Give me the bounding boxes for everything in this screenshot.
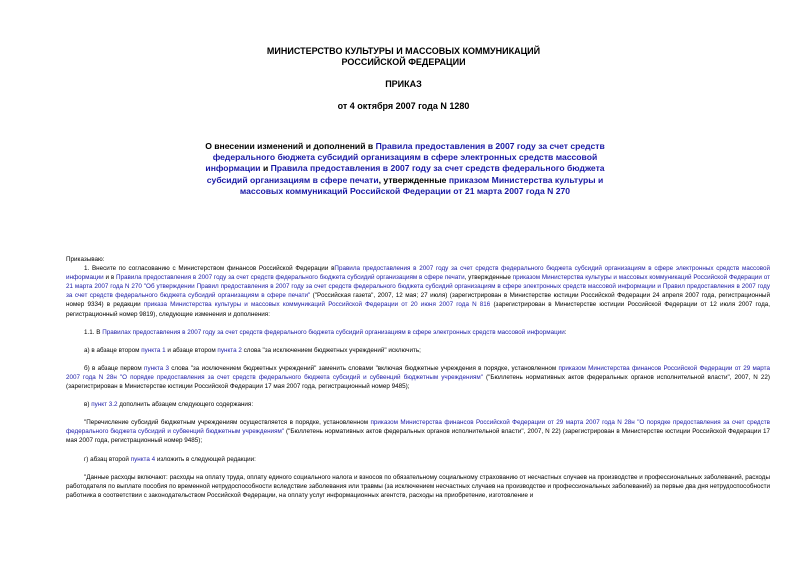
ministry-line-2: РОССИЙСКОЙ ФЕДЕРАЦИИ [341, 57, 466, 67]
item-b-text-3: ("Бюллетень нормативных актов федеральных органов исполнительной власти", 2007, N 22) (зарегистрирован в Министерстве юстиции Российской Федерации 17 мая 2007 года, регистрационный номер 9485); [66, 373, 770, 391]
quote1-link-minfin-order[interactable]: приказом Министерства финансов Российской Федерации от 29 марта 2007 года N 28н "О порядке предоставления за счет средств федерального бюджета субсидий и субвенций бюджетным учреждениям" [66, 419, 770, 436]
item11-text-1: 1.1. В [84, 328, 103, 336]
item11-text-2: : [564, 328, 567, 336]
item-a-link-point-2[interactable]: пункта 2 [217, 346, 242, 354]
item-g-text-1: г) абзац второй [84, 455, 131, 463]
intro-paragraph: Приказываю: [66, 256, 105, 263]
document-type: ПРИКАЗ [385, 79, 422, 89]
document-title [205, 141, 605, 197]
item1-link-order-816[interactable]: приказа Министерства культуры и массовых коммуникаций Российской Федерации от 20 июня 2007 года N 816 [143, 301, 491, 309]
item-v-text-2: дополнить абзацем следующего содержания: [117, 401, 254, 409]
item-b-link-minfin-order[interactable]: приказом Министерства финансов Российской Федерации от 29 марта 2007 года N 28н "О порядке предоставления за счет средств федерального бюджета субсидий и субвенций бюджетным учреждениям" [66, 364, 770, 381]
title-text-1: О внесении изменений и дополнений в [205, 141, 376, 151]
ministry-name [0, 46, 807, 68]
paragraph-quote-2: "Данные расходы включают: расходы на оплату труда, оплату единого социального налога и взносов по обязательному социальному страхованию от несчастных случаев на производстве и профессиональных заболеваний, расходы работодателя по выплате пособия по временной нетрудоспособности вследствие заболевания или травмы (за исключением несчастных случаев на производстве и профессиональных заболеваний) за первые два дня нетрудоспособности работника в соответствии с законодательством Российской Федерации, на оплату услуг информационных агентств, расходы на приобретение, изготовление и [66, 473, 770, 499]
item-a-link-point-1[interactable]: пункта 1 [141, 346, 166, 354]
paragraph-item-g [66, 455, 770, 464]
paragraph-item-v [66, 400, 770, 409]
title-link-press-rules[interactable]: Правила предоставления в 2007 году за счет средств федерального бюджета субсидий организациям в сфере печати [206, 163, 605, 185]
item11-link-tv-rules[interactable]: Правилах предоставления в 2007 году за счет средств федерального бюджета субсидий организациям в сфере электронных средств массовой информации [102, 328, 565, 336]
item-b-text-2: слова "за исключением бюджетных учреждений" заменить словами "включая бюджетные учреждения в порядке, установленном [168, 364, 559, 372]
item-a-text-3: слова "за исключением бюджетных учреждений" исключить; [241, 346, 421, 354]
item1-text-5: (зарегистрирован в Министерстве юстиции Российской Федерации от 12 июля 2007 года, регистрационный номер 9819), следующие изменения и дополнения: [66, 301, 770, 318]
document-body [66, 255, 770, 500]
item1-text-1: 1. Внесите по согласованию с Министерством финансов Российской Федерации в [84, 265, 335, 273]
title-text-2: и [260, 163, 271, 174]
paragraph-gap [66, 464, 770, 473]
title-link-order-270[interactable]: приказом Министерства культуры и массовых коммуникаций Российской Федерации от 21 марта 2007 года N 270 [239, 174, 604, 196]
item1-link-press-rules[interactable]: Правила предоставления в 2007 году за счет средств федерального бюджета субсидий организациям в сфере печати [116, 274, 465, 282]
paragraph-quote-1 [66, 418, 770, 445]
item-g-link-point-4[interactable]: пункта 4 [130, 455, 156, 463]
item1-link-tv-rules[interactable]: Правила предоставления в 2007 году за счет средств федерального бюджета субсидий организациям в сфере электронных средств массовой информации [66, 265, 770, 282]
item-v-link-point-3-2[interactable]: пункт 3.2 [91, 401, 118, 409]
item1-text-4: ("Российская газета", 2007, 12 мая; 27 июля) (зарегистрирован в Министерстве юстиции Российской Федерации 24 апреля 2007 года, регистрационный номер 9334) в редакции [66, 292, 770, 309]
paragraph-gap [66, 337, 770, 346]
paragraph-gap [66, 355, 770, 364]
paragraph-gap [66, 409, 770, 418]
item-b-text-1: б) в абзаце первом [84, 364, 145, 372]
document-date: от 4 октября 2007 года N 1280 [337, 101, 470, 111]
item-b-link-point-3[interactable]: пункта 3 [144, 364, 169, 372]
item1-link-order-270[interactable]: приказом Министерства культуры и массовых коммуникаций Российской Федерации от 21 марта 2007 года N 270 "Об утверждении Правил предоставления в 2007 году за счет средств федерального бюджета субсидий организациям в сфере электронных средств массовой информации и Правил предоставления в 2007 году за счет средств федерального бюджета субсидий организациям в сфере печати" [66, 274, 770, 300]
item1-text-3: , утвержденные [464, 274, 513, 282]
paragraph-item-1-1 [66, 328, 770, 337]
paragraph-item-1 [66, 264, 770, 319]
quote1-text-2: ("Бюллетень нормативных актов федеральных органов исполнительной власти", 2007, N 22) (зарегистрирован в Министерстве юстиции Российской Федерации 17 мая 2007 года, регистрационный номер 9485); [66, 428, 770, 445]
ministry-line-1: МИНИСТЕРСТВО КУЛЬТУРЫ И МАССОВЫХ КОММУНИКАЦИЙ [266, 46, 541, 56]
item-g-text-2: изложить в следующей редакции: [155, 455, 256, 463]
quote1-text-1: "Перечисление субсидий бюджетным учреждениям осуществляется в порядке, установленном [84, 419, 371, 427]
title-text-3: , утвержденные [378, 174, 449, 185]
paragraph-item-b [66, 364, 770, 391]
item-a-text-1: а) в абзаце втором [84, 346, 142, 354]
title-link-tv-rules[interactable]: Правила предоставления в 2007 году за счет средств федерального бюджета субсидий организациям в сфере электронных средств массовой информации [205, 141, 605, 174]
paragraph-item-a [66, 346, 770, 355]
paragraph-gap [66, 446, 770, 455]
item-v-text-1: в) [84, 401, 92, 409]
item-a-text-2: и абзаце втором [165, 346, 218, 354]
item1-text-2: и в [103, 274, 116, 282]
paragraph-gap [66, 319, 770, 328]
paragraph-gap [66, 391, 770, 400]
